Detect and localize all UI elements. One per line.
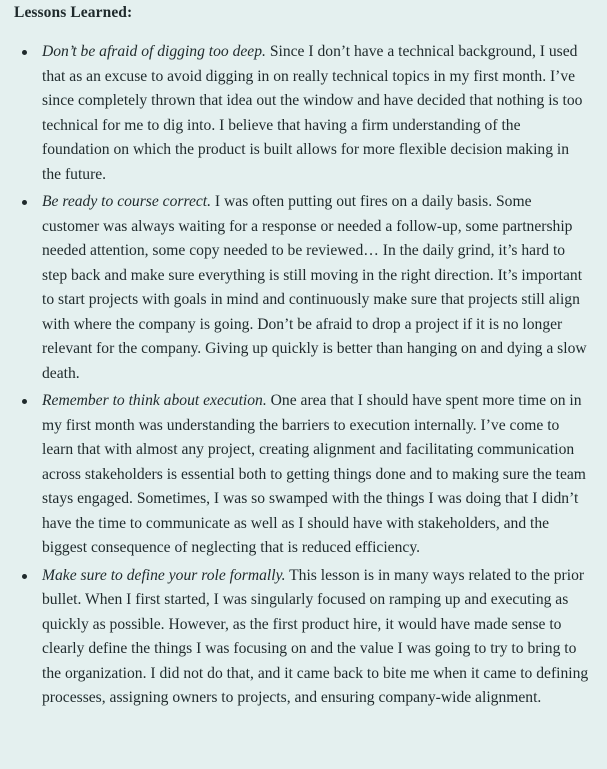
bullet-dot [22, 50, 27, 55]
lesson-item [14, 40, 593, 187]
lesson-lead: Don’t be afraid of digging too deep. [42, 43, 266, 60]
bullet-dot [22, 399, 27, 404]
lesson-item [14, 190, 593, 386]
lesson-item [14, 564, 593, 711]
lesson-lead: Be ready to course correct. [42, 193, 212, 210]
lesson-body: I was often putting out fires on a daily basis. Some customer was always waiting for a response or needed a follow-up, some partnership needed attention, some copy needed to be reviewed… In the daily grind, it’s hard to step back and make sure everything is still moving in the right direction. It’s important to start projects with goals in mind and continuously make sure that projects still align with where the company is going. Don’t be afraid to drop a project if it is no longer relevant for the company. Giving up quickly is better than hanging on and dying a slow death. [42, 193, 587, 382]
lesson-lead: Make sure to define your role formally. [42, 566, 286, 584]
section-heading: Lessons Learned: [14, 4, 133, 21]
lesson-item [14, 389, 593, 561]
lesson-body: Since I don’t have a technical background, I used that as an excuse to avoid digging in on really technical topics in my first month. I’ve since completely thrown that idea out the window and have decided that nothing is too technical for me to dig into. I believe that having a firm understanding of the foundation on which the product is built allows for more flexible decision making in the future. [42, 43, 583, 183]
lesson-lead: Remember to think about execution. [42, 392, 267, 409]
lessons-list [14, 40, 593, 711]
bullet-dot [22, 574, 27, 579]
lesson-body: This lesson is in many ways related to the prior bullet. When I first started, I was singularly focused on ramping up and executing as quickly as possible. However, as the first product hire, it would have made sense to clearly define the things I was focusing on and the value I was going to try to bring to the organization. I did not do that, and it came back to bite me when it came to defining processes, assigning owners to projects, and ensuring company-wide alignment. [42, 566, 589, 706]
lesson-body: One area that I should have spent more time on in my first month was understanding the barriers to execution internally. I’ve come to learn that with almost any project, creating alignment and facilitating communication across stakeholders is essential both to getting things done and to making sure the team stays engaged. Sometimes, I was so swamped with the things I was doing that I didn’t have the time to communicate as well as I should have with stakeholders, and the biggest consequence of neglecting that is reduced efficiency. [42, 392, 586, 556]
bullet-dot [22, 200, 27, 205]
